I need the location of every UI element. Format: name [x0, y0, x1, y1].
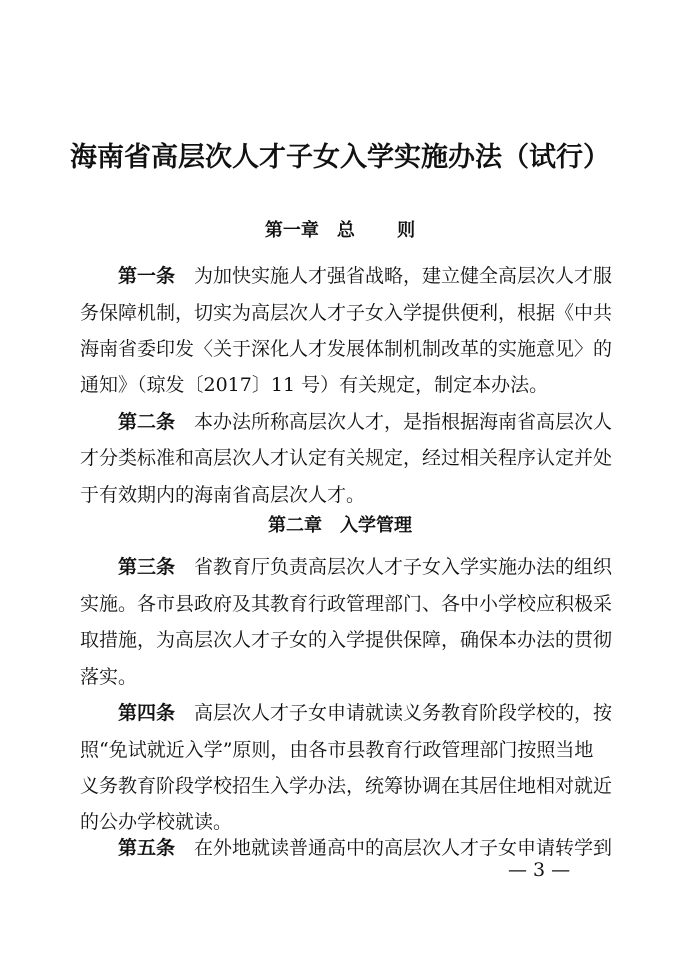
chapter-number: 第二章	[268, 515, 322, 536]
article-label: 第五条	[118, 837, 176, 859]
chapter-heading-1	[0, 219, 680, 243]
article-text: 义务教育阶段学校招生入学办法，统筹协调在其居住地相对就近	[80, 775, 613, 797]
article-text: 海南省委印发〈关于深化人才发展体制机制改革的实施意见〉的	[80, 338, 613, 360]
article-text: 在外地就读普通高中的高层次人才子女申请转学到	[194, 837, 613, 859]
article-label: 第三条	[118, 556, 176, 578]
chapter-heading-2	[0, 514, 680, 538]
article-text: 省教育厅负责高层次人才子女入学实施办法的组织	[194, 556, 613, 578]
article-text: 务保障机制，切实为高层次人才子女入学提供便利，根据《中共	[80, 302, 613, 324]
article-label: 第四条	[118, 702, 176, 724]
document-title: 海南省高层次人才子女入学实施办法（试行）	[70, 142, 610, 173]
article-label: 第二条	[118, 411, 176, 433]
article-text: 为加快实施人才强省战略，建立健全高层次人才服	[194, 265, 613, 287]
article-text: 照“免试就近入学”原则，由各市县教育行政管理部门按照当地	[80, 739, 594, 761]
article-text: 才分类标准和高层次人才认定有关规定，经过相关程序认定并处	[80, 447, 613, 469]
chapter-number: 第一章	[264, 220, 319, 241]
chapter-name: 总 则	[336, 220, 434, 241]
article-text: 的公办学校就读。	[80, 811, 233, 833]
article-text: 通知》（琼发〔2017〕11 号）有关规定，制定本办法。	[80, 374, 549, 396]
page-number: — 3 —	[508, 859, 571, 881]
chapter-name: 入学管理	[340, 515, 412, 536]
article-label: 第一条	[118, 265, 176, 287]
article-text: 高层次人才子女申请就读义务教育阶段学校的，按	[194, 702, 613, 724]
article-text: 本办法所称高层次人才，是指根据海南省高层次人	[194, 411, 613, 433]
article-text: 实施。各市县政府及其教育行政管理部门、各中小学校应积极采	[80, 593, 613, 615]
article-text: 落实。	[80, 666, 138, 688]
article-text: 取措施，为高层次人才子女的入学提供保障，确保本办法的贯彻	[80, 629, 613, 651]
article-text: 于有效期内的海南省高层次人才。	[80, 484, 366, 506]
